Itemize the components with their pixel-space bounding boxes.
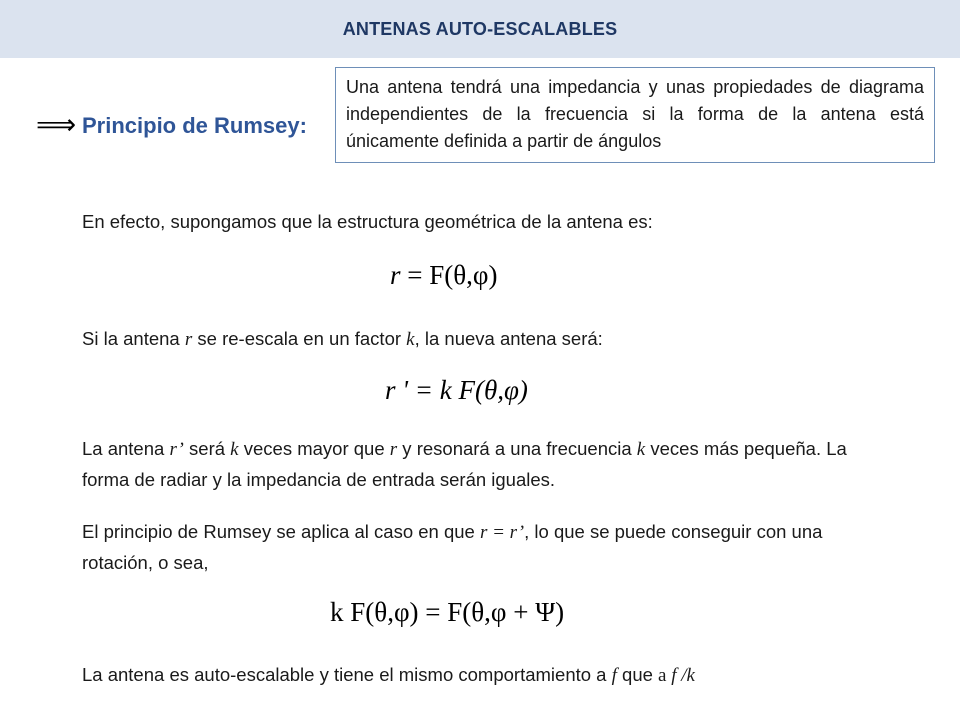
conclusion-text-2: que bbox=[616, 664, 659, 685]
var-r: r bbox=[184, 329, 193, 350]
var-r: r bbox=[389, 439, 398, 460]
eq1-rhs: = F(θ,φ) bbox=[400, 260, 498, 290]
rescale-paragraph bbox=[82, 324, 603, 355]
var-f: f bbox=[611, 665, 617, 686]
larger-text-5: veces más pequeña. La forma de radiar y la impedancia de entrada serán iguales. bbox=[82, 438, 847, 490]
var-f-over-k: f /k bbox=[666, 665, 695, 686]
larger-text-1: La antena bbox=[82, 438, 170, 459]
rescale-text-2: se re-escala en un factor bbox=[192, 328, 407, 349]
eq1-lhs: r bbox=[390, 260, 401, 290]
principle-heading: Principio de Rumsey: bbox=[82, 113, 307, 138]
rumsey-text-1: El principio de Rumsey se aplica al caso en que bbox=[82, 521, 480, 542]
conclusion-text-1: La antena es auto-escalable y tiene el mismo comportamiento a bbox=[82, 664, 612, 685]
slide-header bbox=[0, 0, 960, 58]
rescale-text-3: , la nueva antena será: bbox=[414, 328, 603, 349]
conclusion-paragraph bbox=[82, 660, 695, 691]
var-a: a bbox=[658, 665, 667, 686]
equation-rescaled bbox=[385, 375, 528, 406]
larger-paragraph bbox=[82, 434, 862, 495]
var-r-prime: r’ bbox=[169, 439, 184, 460]
rumsey-paragraph bbox=[82, 517, 872, 578]
larger-text-3: veces mayor que bbox=[238, 438, 390, 459]
larger-text-2: será bbox=[183, 438, 231, 459]
equation-structure bbox=[390, 260, 498, 291]
eq2-rhs: k F(θ,φ) bbox=[439, 375, 528, 405]
intro-paragraph: En efecto, supongamos que la estructura geométrica de la antena es: bbox=[82, 211, 653, 232]
implies-arrow-icon: ⟹ bbox=[36, 108, 77, 141]
larger-text-4: y resonará a una frecuencia bbox=[397, 438, 637, 459]
var-k: k bbox=[636, 439, 646, 460]
rumsey-text-2: , lo que se puede conseguir con una rotación, o sea, bbox=[82, 521, 823, 573]
var-k: k bbox=[230, 439, 239, 460]
var-r-equals-r-prime: r = r’ bbox=[479, 522, 525, 543]
slide-title: ANTENAS AUTO-ESCALABLES bbox=[342, 18, 618, 39]
var-k: k bbox=[406, 329, 415, 350]
rescale-text-1: Si la antena bbox=[82, 328, 185, 349]
eq2-lhs: r ' = bbox=[385, 375, 440, 405]
equation-rotation: k F(θ,φ) = F(θ,φ + Ψ) bbox=[330, 597, 565, 627]
principle-definition-box: Una antena tendrá una impedancia y unas propiedades de diagrama independientes de la frecuencia si la forma de la antena está únicamente definida a partir de ángulos bbox=[335, 67, 935, 163]
